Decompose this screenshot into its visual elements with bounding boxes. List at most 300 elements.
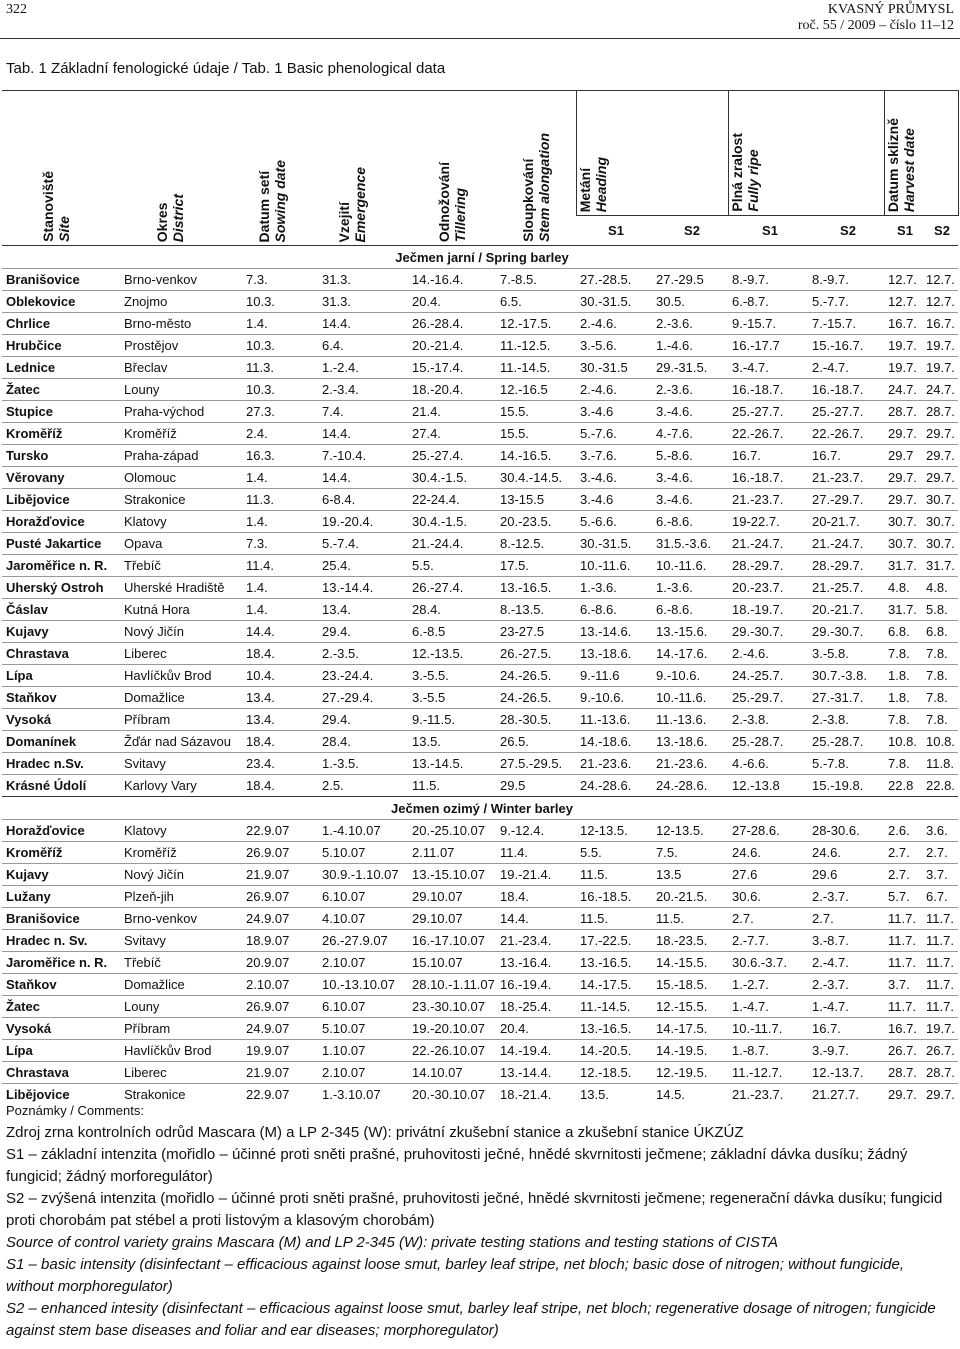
table-cell: 7.8.	[922, 665, 958, 687]
table-cell: 27.-29.4.	[318, 687, 408, 709]
table-cell: 10.-13.10.07	[318, 974, 408, 996]
table-cell: 28.7.	[922, 1062, 958, 1084]
table-cell: 23-27.5	[496, 621, 576, 643]
table-cell: 20.9.07	[242, 952, 318, 974]
comments	[6, 1100, 951, 1342]
table-cell: 24.-25.7.	[728, 665, 808, 687]
table-cell: 14.-15.5.	[652, 952, 728, 974]
table-cell: Brno-město	[120, 313, 242, 335]
table-cell: 26.-27.9.07	[318, 930, 408, 952]
table-cell: 4.8.	[884, 577, 922, 599]
table-cell: 18.-23.5.	[652, 930, 728, 952]
table-cell: 25.4.	[318, 555, 408, 577]
table-cell: 7.8.	[884, 753, 922, 775]
table-cell: 22.-26.7.	[728, 423, 808, 445]
table-cell: 5.-7.6.	[576, 423, 652, 445]
table-cell: 16.7.	[808, 1018, 884, 1040]
table-cell: 7.-8.5.	[496, 269, 576, 291]
table-cell: Kroměříž	[120, 423, 242, 445]
table-cell: 4.10.07	[318, 908, 408, 930]
table-cell: 5.-7.8.	[808, 753, 884, 775]
table-cell: Domažlice	[120, 974, 242, 996]
table-cell: 15.-18.5.	[652, 974, 728, 996]
table-cell: Libějovice	[2, 489, 120, 511]
table-cell: 22.9.07	[242, 1084, 318, 1106]
table-cell: 16.-18.7.	[728, 379, 808, 401]
col-sowing: Datum setí Sowing date	[242, 91, 318, 246]
sub-s2-ripe: S2	[808, 216, 884, 246]
table-cell: Opava	[120, 533, 242, 555]
table-cell: Lípa	[2, 665, 120, 687]
table-cell: 31.7.	[884, 555, 922, 577]
table-row	[2, 974, 958, 996]
table-cell: Lednice	[2, 357, 120, 379]
table-cell: 21.-23.4.	[496, 930, 576, 952]
table-cell: Kroměříž	[120, 842, 242, 864]
table-row	[2, 731, 958, 753]
table-body	[2, 246, 958, 1106]
section-header	[2, 246, 958, 269]
table-row	[2, 357, 958, 379]
sub-s2-heading: S2	[652, 216, 728, 246]
table-cell: 26.-27.4.	[408, 577, 496, 599]
table-cell: 13.-18.6.	[652, 731, 728, 753]
table-cell: 11.7.	[922, 996, 958, 1018]
table-cell: 24.9.07	[242, 1018, 318, 1040]
table-row	[2, 842, 958, 864]
table-row	[2, 996, 958, 1018]
table-cell: 12.7.	[884, 291, 922, 313]
table-cell: 2.5.	[318, 775, 408, 797]
table-cell: 3.-9.7.	[808, 1040, 884, 1062]
table-cell: 3.-4.6.	[652, 467, 728, 489]
table-cell: 11.3.	[242, 489, 318, 511]
table-cell: 28-30.6.	[808, 820, 884, 842]
journal-title: KVASNÝ PRŮMYSL	[827, 2, 954, 17]
table-cell: 20.-23.5.	[496, 511, 576, 533]
table-cell: 29.7.	[922, 1084, 958, 1106]
table-cell: 3.7.	[922, 864, 958, 886]
table-cell: 6.5.	[496, 291, 576, 313]
table-cell: 30.6.	[728, 886, 808, 908]
table-cell: 14.4.	[318, 467, 408, 489]
table-cell: 16.-18.5.	[576, 886, 652, 908]
table-cell: 26.9.07	[242, 842, 318, 864]
table-cell: 16.-17.7	[728, 335, 808, 357]
table-cell: 18.4.	[242, 775, 318, 797]
table-cell: 11.7.	[884, 952, 922, 974]
table-cell: 5.5.	[408, 555, 496, 577]
table-cell: 13.-14.4.	[496, 1062, 576, 1084]
table-cell: 31.3.	[318, 291, 408, 313]
table-cell: 4.-6.6.	[728, 753, 808, 775]
table-cell: 15.5.	[496, 401, 576, 423]
table-cell: 16.7.	[884, 1018, 922, 1040]
table-cell: 27.5.-29.5.	[496, 753, 576, 775]
table-cell: 21.-23.7.	[728, 489, 808, 511]
table-cell: 30.7.	[922, 533, 958, 555]
table-cell: Svitavy	[120, 753, 242, 775]
table-cell: 12-13.5.	[652, 820, 728, 842]
table-cell: 18.-20.4.	[408, 379, 496, 401]
table-cell: 12.7.	[884, 269, 922, 291]
table-cell: 14.4.	[318, 313, 408, 335]
table-cell: 29.7.	[922, 467, 958, 489]
table-cell: 7.8.	[884, 643, 922, 665]
table-cell: 11.5.	[652, 908, 728, 930]
comment-line: S2 – zvýšená intenzita (mořidlo – účinné proti sněti prašné, pruhovitosti ječné, hnědé skvrnitosti ječmene; regenerační dávka dusíku; fungicid proti chorobám pat stébel a proti listovým a klasovým chorobám)	[6, 1190, 943, 1229]
table-cell: 9.-12.4.	[496, 820, 576, 842]
table-cell: 11.-14.5.	[496, 357, 576, 379]
table-cell: 1.-8.7.	[728, 1040, 808, 1062]
table-cell: 28.7.	[922, 401, 958, 423]
table-cell: Věrovany	[2, 467, 120, 489]
table-cell: 22.9.07	[242, 820, 318, 842]
table-cell: 27.-29.7.	[808, 489, 884, 511]
table-cell: Brno-venkov	[120, 908, 242, 930]
table-cell: 3.-5.5	[408, 687, 496, 709]
table-cell: Tursko	[2, 445, 120, 467]
table-cell: 16.-17.10.07	[408, 930, 496, 952]
table-cell: 3.-5.6.	[576, 335, 652, 357]
table-cell: Vysoká	[2, 1018, 120, 1040]
table-cell: Klatovy	[120, 511, 242, 533]
table-cell: 20.-21.4.	[408, 335, 496, 357]
table-cell: 10.-11.6.	[652, 555, 728, 577]
comment-line: S1 – základní intenzita (mořidlo – účinné proti sněti prašné, pruhovitosti ječné, hnědé skvrnitosti ječmene; základní dávka dusíku; žádný fungicid; žádný morforegulátor)	[6, 1146, 908, 1185]
comment-line: S1 – basic intensity (disinfectant – efficacious against loose smut, barley leaf stripe, net bloch; basic dose of nitrogen; without fungicide, without morphoregulator)	[6, 1256, 905, 1295]
table-cell: Jaroměřice n. R.	[2, 952, 120, 974]
table-cell: Branišovice	[2, 908, 120, 930]
table-cell: 29.10.07	[408, 908, 496, 930]
table-cell: 5.10.07	[318, 842, 408, 864]
table-cell: 20.-30.10.07	[408, 1084, 496, 1106]
table-cell: 30.-31.5.	[576, 291, 652, 313]
table-cell: 8.-9.7.	[728, 269, 808, 291]
table-cell: 13.-16.5.	[496, 577, 576, 599]
table-cell: 3.7.	[884, 974, 922, 996]
table-cell: 11.8.	[922, 753, 958, 775]
table-cell: 18.-25.4.	[496, 996, 576, 1018]
table-cell: 21.-23.7.	[808, 467, 884, 489]
table-cell: 14.4.	[318, 423, 408, 445]
table-cell: 15.-17.4.	[408, 357, 496, 379]
table-cell: Praha-východ	[120, 401, 242, 423]
table-cell: Strakonice	[120, 1084, 242, 1106]
table-row	[2, 775, 958, 797]
table-cell: 6.-8.7.	[728, 291, 808, 313]
table-cell: 10.8.	[884, 731, 922, 753]
table-cell: 24.-28.6.	[652, 775, 728, 797]
table-row	[2, 1062, 958, 1084]
table-cell: 6.8.	[884, 621, 922, 643]
table-cell: Vysoká	[2, 709, 120, 731]
table-cell: 18.4.	[242, 643, 318, 665]
table-cell: 18.-21.4.	[496, 1084, 576, 1106]
table-cell: 29.7.	[884, 467, 922, 489]
table-cell: 2.7.	[922, 842, 958, 864]
sub-s2-harvest: S2	[922, 216, 958, 246]
table-cell: 2.-3.8.	[728, 709, 808, 731]
table-cell: 24.-26.5.	[496, 687, 576, 709]
table-cell: 25.-27.4.	[408, 445, 496, 467]
table-cell: 30.4.-1.5.	[408, 467, 496, 489]
table-cell: 16.3.	[242, 445, 318, 467]
table-cell: 27.-29.5	[652, 269, 728, 291]
table-row	[2, 886, 958, 908]
table-cell: 2.-4.7.	[808, 952, 884, 974]
table-cell: Žďár nad Sázavou	[120, 731, 242, 753]
table-cell: Třebíč	[120, 952, 242, 974]
table-cell: 12.-16.5	[496, 379, 576, 401]
table-cell: 26.7.	[922, 1040, 958, 1062]
table-cell: Branišovice	[2, 269, 120, 291]
table-cell: 1.4.	[242, 599, 318, 621]
table-row	[2, 621, 958, 643]
table-cell: Domanínek	[2, 731, 120, 753]
table-cell: 22.8.	[922, 775, 958, 797]
table-cell: 3.-4.6	[576, 401, 652, 423]
table-cell: 19.7.	[884, 335, 922, 357]
table-cell: 5.-7.4.	[318, 533, 408, 555]
table-cell: 10.-11.6.	[576, 555, 652, 577]
table-cell: 1.8.	[884, 665, 922, 687]
table-cell: 21.-24.4.	[408, 533, 496, 555]
table-cell: 30.-31.5	[576, 357, 652, 379]
table-cell: 11.-13.6.	[576, 709, 652, 731]
table-cell: Karlovy Vary	[120, 775, 242, 797]
table-cell: 7.8.	[922, 709, 958, 731]
table-cell: 13.-18.6.	[576, 643, 652, 665]
table-cell: 2.-3.6.	[652, 313, 728, 335]
table-cell: 6.10.07	[318, 886, 408, 908]
table-cell: 2.10.07	[318, 1062, 408, 1084]
table-cell: 6.-8.6.	[652, 511, 728, 533]
table-row	[2, 555, 958, 577]
table-cell: 14.-19.5.	[652, 1040, 728, 1062]
table-cell: 14.-16.4.	[408, 269, 496, 291]
journal-issue: roč. 55 / 2009 – číslo 11–12	[797, 18, 954, 33]
table-cell: 10.8.	[922, 731, 958, 753]
table-cell: 14.-17.6.	[652, 643, 728, 665]
table-cell: 24.6.	[808, 842, 884, 864]
table-cell: 1.-3.5.	[318, 753, 408, 775]
table-row	[2, 709, 958, 731]
table-cell: 2.10.07	[242, 974, 318, 996]
table-cell: Žatec	[2, 379, 120, 401]
table-cell: Břeclav	[120, 357, 242, 379]
table-cell: 24.6.	[728, 842, 808, 864]
table-cell: 20.4.	[496, 1018, 576, 1040]
table-cell: 2.-4.6.	[576, 313, 652, 335]
table-cell: 28.4.	[408, 599, 496, 621]
table-cell: 19.-21.4.	[496, 864, 576, 886]
table-cell: 12.-17.5.	[496, 313, 576, 335]
table-cell: 12.-13.5.	[408, 643, 496, 665]
table-cell: 23.-30.10.07	[408, 996, 496, 1018]
col-emergence: Vzejití Emergence	[318, 91, 408, 246]
table-cell: 12.-18.5.	[576, 1062, 652, 1084]
table-cell: Hrubčice	[2, 335, 120, 357]
table-cell: 10.3.	[242, 379, 318, 401]
table-cell: 6.-8.6.	[652, 599, 728, 621]
table-cell: 22.-26.7.	[808, 423, 884, 445]
table-cell: 5.-7.7.	[808, 291, 884, 313]
table-cell: 9.-10.6.	[652, 665, 728, 687]
table-cell: Chrastava	[2, 643, 120, 665]
table-cell: 13-15.5	[496, 489, 576, 511]
table-cell: 29.6	[808, 864, 884, 886]
table-cell: 19.7.	[922, 357, 958, 379]
table-cell: Lužany	[2, 886, 120, 908]
sub-s1-heading: S1	[576, 216, 652, 246]
table-cell: Příbram	[120, 1018, 242, 1040]
table-cell: 30.5.	[652, 291, 728, 313]
table-cell: 26.9.07	[242, 996, 318, 1018]
table-cell: 18.4.	[496, 886, 576, 908]
table-cell: 11.7.	[922, 930, 958, 952]
table-cell: 8.-13.5.	[496, 599, 576, 621]
table-cell: 2.-3.7.	[808, 886, 884, 908]
sub-s1-ripe: S1	[728, 216, 808, 246]
table-cell: Staňkov	[2, 974, 120, 996]
table-cell: 24.7.	[922, 379, 958, 401]
table-cell: 2.-3.4.	[318, 379, 408, 401]
table-cell: Brno-venkov	[120, 269, 242, 291]
table-cell: 6.4.	[318, 335, 408, 357]
table-cell: 1.10.07	[318, 1040, 408, 1062]
table-cell: Horažďovice	[2, 820, 120, 842]
header-rule	[0, 38, 960, 39]
table-cell: 17.-22.5.	[576, 930, 652, 952]
table-cell: 30.7.	[884, 511, 922, 533]
table-cell: 1.-2.4.	[318, 357, 408, 379]
table-cell: 9.-10.6.	[576, 687, 652, 709]
table-cell: 2.-4.6.	[728, 643, 808, 665]
table-cell: 13.-14.5.	[408, 753, 496, 775]
table-cell: 13.-14.6.	[576, 621, 652, 643]
table-cell: 27.-28.5.	[576, 269, 652, 291]
table-cell: 10.-11.6.	[652, 687, 728, 709]
section-title: Ječmen jarní / Spring barley	[2, 246, 958, 269]
table-cell: 16.-18.7.	[728, 467, 808, 489]
table-cell: 27.4.	[408, 423, 496, 445]
table-row	[2, 379, 958, 401]
table-cell: Chrlice	[2, 313, 120, 335]
table-row	[2, 291, 958, 313]
table-cell: Lípa	[2, 1040, 120, 1062]
table-cell: Svitavy	[120, 930, 242, 952]
table-cell: 14.4.	[496, 908, 576, 930]
table-cell: 14.-17.5.	[652, 1018, 728, 1040]
header-row	[2, 91, 958, 216]
table-cell: 29.4.	[318, 709, 408, 731]
table-cell: 19.7.	[922, 1018, 958, 1040]
table-row	[2, 665, 958, 687]
table-cell: Nový Jičín	[120, 621, 242, 643]
table-cell: 2.-3.5.	[318, 643, 408, 665]
table-cell: Kujavy	[2, 864, 120, 886]
table-cell: 27-28.6.	[728, 820, 808, 842]
table-cell: Klatovy	[120, 820, 242, 842]
table-cell: 14.-19.4.	[496, 1040, 576, 1062]
col-district: Okres District	[120, 91, 242, 246]
table-cell: 25.-27.7.	[728, 401, 808, 423]
table-cell: 26.-28.4.	[408, 313, 496, 335]
table-cell: 15.-16.7.	[808, 335, 884, 357]
table-cell: 24.-26.5.	[496, 665, 576, 687]
table-cell: 20.4.	[408, 291, 496, 313]
table-cell: 14.5.	[652, 1084, 728, 1106]
table-cell: 30.-31.5.	[576, 533, 652, 555]
table-cell: 1.-2.7.	[728, 974, 808, 996]
table-cell: 21.-23.6.	[576, 753, 652, 775]
table-cell: 12.-19.5.	[652, 1062, 728, 1084]
comment-line: S2 – enhanced intesity (disinfectant – efficacious against loose smut, barley leaf stripe, net bloch; regenerative dosage of nitrogen; fungicide against stem base diseases and foliar and ear diseases; morphoregulator)	[6, 1300, 936, 1339]
table-cell: 28.-29.7.	[728, 555, 808, 577]
table-cell: 30.7.	[922, 511, 958, 533]
table-cell: 17.5.	[496, 555, 576, 577]
table-row	[2, 577, 958, 599]
table-cell: 11.3.	[242, 357, 318, 379]
table-cell: 7.8.	[884, 709, 922, 731]
table-cell: 18.4.	[242, 731, 318, 753]
table-cell: 1.-3.6.	[576, 577, 652, 599]
table-cell: Nový Jičín	[120, 864, 242, 886]
table-cell: 18.-19.7.	[728, 599, 808, 621]
table-cell: Liberec	[120, 643, 242, 665]
table-cell: 10.-11.7.	[728, 1018, 808, 1040]
table-cell: 20-21.7.	[808, 511, 884, 533]
table-cell: 12.-15.5.	[652, 996, 728, 1018]
table-cell: Stupice	[2, 401, 120, 423]
table-cell: 19.-20.4.	[318, 511, 408, 533]
table-cell: 29.5	[496, 775, 576, 797]
table-row	[2, 467, 958, 489]
table-cell: 19.7.	[884, 357, 922, 379]
table-cell: 2.-7.7.	[728, 930, 808, 952]
table-cell: 31.3.	[318, 269, 408, 291]
col-fully-ripe: Plná zralost Fully ripe	[728, 91, 884, 216]
table-cell: 27.6	[728, 864, 808, 886]
table-cell: 12.-13.8	[728, 775, 808, 797]
table-row	[2, 335, 958, 357]
table-cell: 29.-30.7.	[808, 621, 884, 643]
table-cell: 29.7.	[922, 423, 958, 445]
table-cell: 11.5.	[408, 775, 496, 797]
table-cell: 11.-12.5.	[496, 335, 576, 357]
table-cell: 2.11.07	[408, 842, 496, 864]
section-title: Ječmen ozimý / Winter barley	[2, 797, 958, 820]
table-cell: 9.-11.6	[576, 665, 652, 687]
table-cell: 29.7.	[922, 445, 958, 467]
table-row	[2, 1040, 958, 1062]
table-cell: 6.-8.5	[408, 621, 496, 643]
table-row	[2, 269, 958, 291]
table-cell: 13.-16.4.	[496, 952, 576, 974]
table-cell: Chrastava	[2, 1062, 120, 1084]
table-cell: 25.-29.7.	[728, 687, 808, 709]
table-row	[2, 511, 958, 533]
table-cell: Žatec	[2, 996, 120, 1018]
table-cell: 30.7.	[922, 489, 958, 511]
table-cell: 11.4.	[496, 842, 576, 864]
table-cell: 10.3.	[242, 335, 318, 357]
table-cell: 29.7.	[884, 423, 922, 445]
table-cell: 20.-25.10.07	[408, 820, 496, 842]
table-cell: 29.7	[884, 445, 922, 467]
table-cell: 7.5.	[652, 842, 728, 864]
